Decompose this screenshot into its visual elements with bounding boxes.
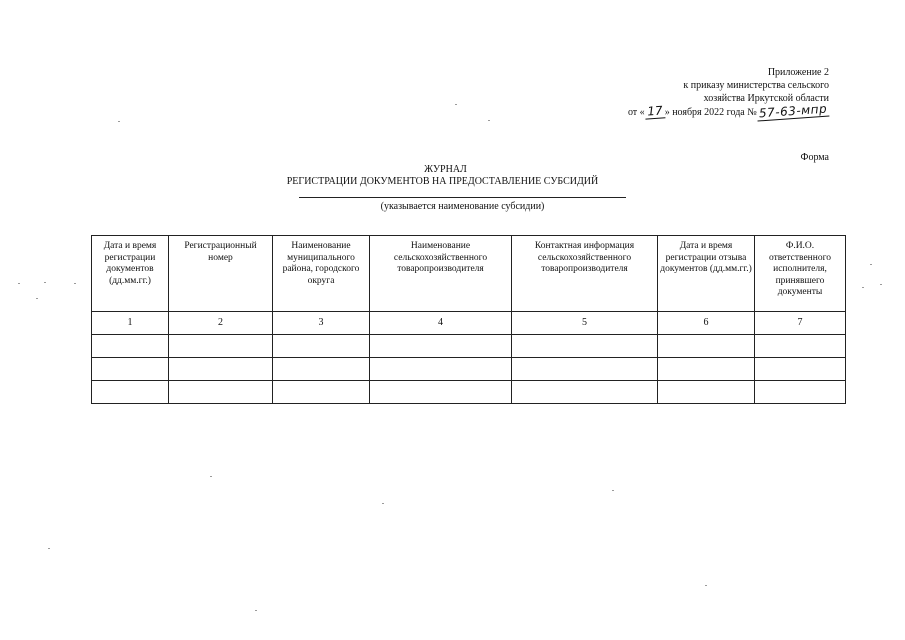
scan-speck <box>880 284 882 285</box>
appendix-date-line <box>627 101 829 121</box>
empty-cell <box>512 381 658 404</box>
empty-cell <box>658 335 755 358</box>
scan-speck <box>870 264 872 265</box>
empty-cell <box>370 358 512 381</box>
appendix-ministry-line: хозяйства Иркутской области <box>703 93 829 104</box>
header-municipal-district: Наименование муниципального района, городского округа <box>273 236 370 312</box>
journal-title-line2: РЕГИСТРАЦИИ ДОКУМЕНТОВ НА ПРЕДОСТАВЛЕНИЕ СУБСИДИЙ <box>286 176 599 187</box>
empty-cell <box>169 358 273 381</box>
table-header-row <box>92 236 846 312</box>
journal-title <box>0 164 905 188</box>
scan-speck <box>18 283 20 284</box>
subsidy-caption: (указывается наименование субсидии) <box>380 201 545 212</box>
table-row <box>92 358 846 381</box>
header-registration-number: Регистрационный номер <box>169 236 273 312</box>
empty-cell <box>658 381 755 404</box>
scan-speck <box>382 503 384 504</box>
handwritten-order-number: 57-63-мпр <box>756 102 829 121</box>
scan-speck <box>44 282 46 283</box>
empty-cell <box>755 381 846 404</box>
scan-speck <box>74 283 76 284</box>
empty-cell <box>92 358 169 381</box>
header-registration-date: Дата и время регистрации документов (дд.мм.гг.) <box>92 236 169 312</box>
column-number: 2 <box>169 312 273 335</box>
empty-cell <box>755 335 846 358</box>
empty-cell <box>169 335 273 358</box>
scan-speck <box>862 287 864 288</box>
form-label: Форма <box>800 152 829 163</box>
appendix-title: Приложение 2 <box>767 67 829 78</box>
scan-speck <box>255 610 257 611</box>
scan-speck <box>455 104 457 105</box>
scan-speck <box>118 121 120 122</box>
registration-journal-table <box>91 235 846 404</box>
column-number: 7 <box>755 312 846 335</box>
header-producer-name: Наименование сельскохозяйственного товаропроизводителя <box>370 236 512 312</box>
appendix-order-line: к приказу министерства сельского <box>683 80 829 91</box>
column-number-row <box>92 312 846 335</box>
empty-cell <box>273 335 370 358</box>
empty-cell <box>370 335 512 358</box>
column-number: 6 <box>658 312 755 335</box>
empty-cell <box>92 335 169 358</box>
scan-speck <box>48 548 50 549</box>
date-prefix: от « <box>627 107 645 118</box>
scan-speck <box>488 120 490 121</box>
empty-cell <box>370 381 512 404</box>
empty-cell <box>92 381 169 404</box>
scan-speck <box>36 298 38 299</box>
column-number: 4 <box>370 312 512 335</box>
empty-cell <box>512 335 658 358</box>
journal-title-line1: ЖУРНАЛ <box>424 164 467 175</box>
empty-cell <box>512 358 658 381</box>
empty-cell <box>273 381 370 404</box>
scan-speck <box>705 585 707 586</box>
date-middle: » ноября 2022 года № <box>664 107 757 118</box>
empty-cell <box>658 358 755 381</box>
handwritten-day: 17 <box>644 104 665 119</box>
empty-cell <box>755 358 846 381</box>
empty-cell <box>273 358 370 381</box>
column-number: 3 <box>273 312 370 335</box>
subsidy-name-blank-line <box>299 197 626 198</box>
scan-speck <box>210 476 212 477</box>
column-number: 1 <box>92 312 169 335</box>
appendix-block <box>628 66 829 119</box>
header-withdrawal-date: Дата и время регистрации отзыва документов (дд.мм.гг.) <box>658 236 755 312</box>
scan-speck <box>612 490 614 491</box>
header-responsible-person: Ф.И.О. ответственного исполнителя, принявшего документы <box>755 236 846 312</box>
empty-cell <box>169 381 273 404</box>
column-number: 5 <box>512 312 658 335</box>
table-row <box>92 381 846 404</box>
header-producer-contacts: Контактная информация сельскохозяйственного товаропроизводителя <box>512 236 658 312</box>
table-row <box>92 335 846 358</box>
